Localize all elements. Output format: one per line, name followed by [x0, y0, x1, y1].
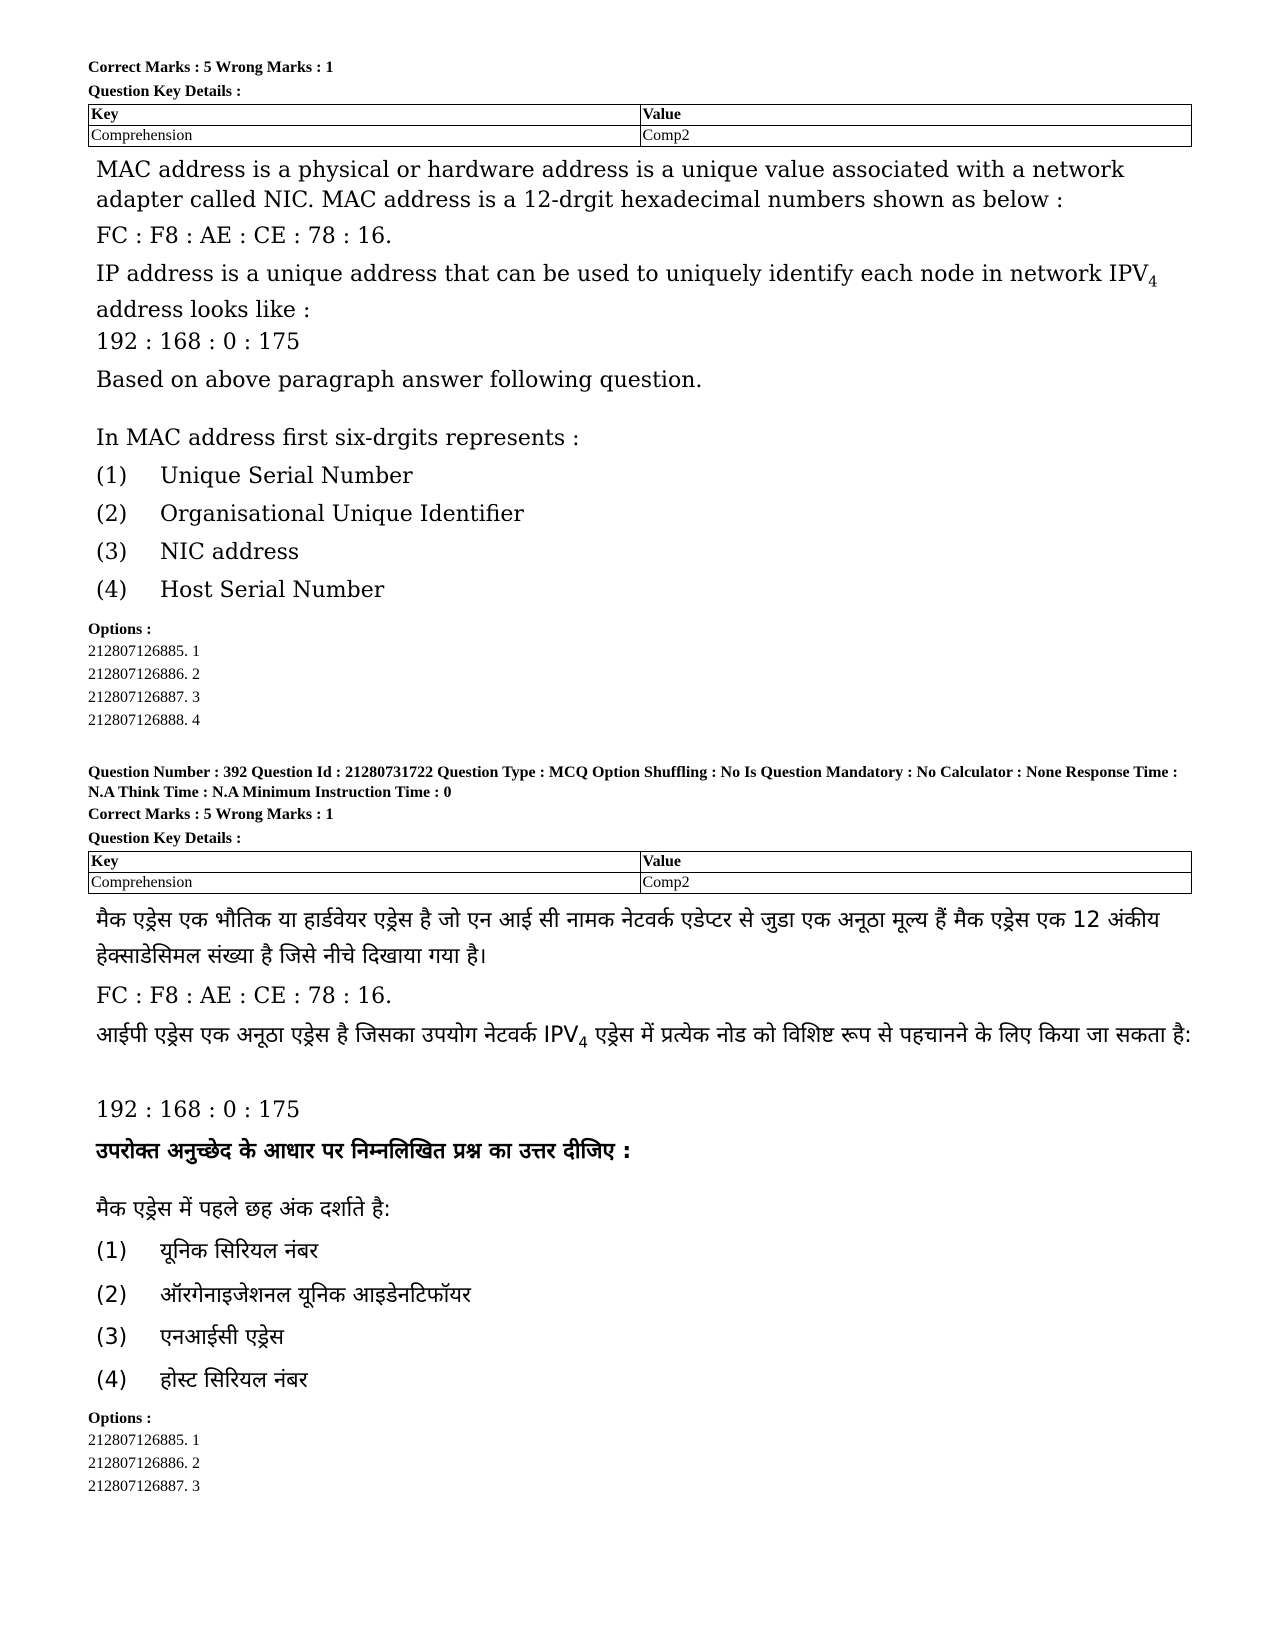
- q2-mac-example: FC : F8 : AE : CE : 78 : 16.: [96, 984, 393, 1009]
- q1-mac-example: FC : F8 : AE : CE : 78 : 16.: [96, 224, 393, 249]
- q2-choice-2: [96, 1281, 471, 1311]
- q2-paragraph-ip-text-2: एड्रेस में प्रत्येक नोड को विशिष्ट रूप से पहचानने के लिए किया जा सकता है:: [594, 1023, 1192, 1048]
- q1-option-id-1: 212807126885. 1: [88, 643, 200, 660]
- q2-choice-4: [96, 1366, 308, 1396]
- q2-ipv-subscript: 4: [578, 1033, 588, 1052]
- q1-options-label: Options :: [88, 621, 152, 638]
- q2-paragraph-ip: [96, 1018, 1198, 1060]
- table-header-row: [89, 852, 1192, 873]
- choice-number: (1): [96, 464, 128, 489]
- q2-paragraph-mac: मैक एड्रेस एक भौतिक या हार्डवेयर एड्रेस है जो एन आई सी नामक नेटवर्क एडेप्टर से जुडा एक अनूठा मूल्य हैं मैक एड्रेस एक 12 अंकीय हेक्साडेसिमल संख्या है जिसे नीचे दिखाया गया है।: [96, 908, 1160, 969]
- q2-question-text: मैक एड्रेस में पहले छह अंक दर्शाते है:: [96, 1197, 391, 1222]
- q1-choice-4: [96, 576, 384, 606]
- choice-number: (3): [96, 1325, 128, 1350]
- table-header-value: Value: [640, 105, 1192, 126]
- q2-choice-1: [96, 1237, 318, 1267]
- q2-header: Question Number : 392 Question Id : 21280731722 Question Type : MCQ Option Shuffling : No Is Question Mandatory : No Calculator : None Response Time : N.A Think Time : N.A Minimum Instruction Time : 0: [88, 764, 1178, 801]
- q1-choice-1: [96, 462, 413, 492]
- q1-choice-2: [96, 500, 524, 530]
- choice-number: (4): [96, 578, 128, 603]
- q1-paragraph-ip-text: IP address is a unique address that can be used to uniquely identify each node in network IPV: [96, 262, 1149, 287]
- q2-option-id-3: 212807126887. 3: [88, 1478, 200, 1495]
- q2-option-id-2: 212807126886. 2: [88, 1455, 200, 1472]
- q1-key-table: [88, 104, 1192, 147]
- q1-ipv-subscript: 4: [1148, 272, 1158, 291]
- choice-number: (2): [96, 502, 128, 527]
- q1-marks: Correct Marks : 5 Wrong Marks : 1: [88, 59, 334, 76]
- choice-text: Unique Serial Number: [160, 464, 413, 489]
- q1-key-details-label: Question Key Details :: [88, 83, 242, 100]
- q2-instruction: उपरोक्त अनुच्छेद के आधार पर निम्नलिखित प्रश्न का उत्तर दीजिए :: [96, 1139, 632, 1164]
- table-cell-key: Comprehension: [89, 873, 641, 894]
- table-header-key: Key: [89, 105, 641, 126]
- q1-paragraph-mac: MAC address is a physical or hardware address is a unique value associated with a network adapter called NIC. MAC address is a 12-drgit hexadecimal numbers shown as below :: [96, 158, 1125, 213]
- choice-number: (4): [96, 1368, 128, 1393]
- q2-key-table: [88, 851, 1192, 894]
- choice-text: यूनिक सिरियल नंबर: [160, 1239, 319, 1264]
- table-cell-value: Comp2: [640, 873, 1192, 894]
- choice-number: (3): [96, 540, 128, 565]
- choice-text: Organisational Unique Identifier: [160, 502, 524, 527]
- q1-option-id-2: 212807126886. 2: [88, 666, 200, 683]
- table-row: [89, 126, 1192, 147]
- choice-number: (2): [96, 1283, 128, 1308]
- choice-text: होस्ट सिरियल नंबर: [160, 1368, 308, 1393]
- choice-text: NIC address: [160, 540, 300, 565]
- q1-paragraph-ip: [96, 260, 1198, 326]
- choice-text: ऑरगेनाइजेशनल यूनिक आइडेनटिफॉयर: [160, 1283, 472, 1308]
- q2-key-details-label: Question Key Details :: [88, 830, 242, 847]
- q1-choice-3: [96, 538, 299, 568]
- table-header-key: Key: [89, 852, 641, 873]
- q2-ip-example: 192 : 168 : 0 : 175: [96, 1098, 301, 1123]
- q1-ip-example: 192 : 168 : 0 : 175: [96, 330, 301, 355]
- choice-number: (1): [96, 1239, 128, 1264]
- q1-paragraph-ip-text-2: address looks like :: [96, 298, 311, 324]
- choice-text: एनआईसी एड्रेस: [160, 1325, 285, 1350]
- table-cell-value: Comp2: [640, 126, 1192, 147]
- q2-options-label: Options :: [88, 1410, 152, 1427]
- q1-option-id-4: 212807126888. 4: [88, 712, 200, 729]
- table-cell-key: Comprehension: [89, 126, 641, 147]
- table-header-row: [89, 105, 1192, 126]
- q1-instruction: Based on above paragraph answer following question.: [96, 368, 703, 393]
- q2-option-id-1: 212807126885. 1: [88, 1432, 200, 1449]
- q1-question-text: In MAC address first six-drgits represents :: [96, 426, 580, 451]
- q2-choice-3: [96, 1323, 284, 1353]
- q1-option-id-3: 212807126887. 3: [88, 689, 200, 706]
- table-row: [89, 873, 1192, 894]
- choice-text: Host Serial Number: [160, 578, 385, 603]
- q2-marks: Correct Marks : 5 Wrong Marks : 1: [88, 806, 334, 823]
- table-header-value: Value: [640, 852, 1192, 873]
- q2-paragraph-ip-text: आईपी एड्रेस एक अनूठा एड्रेस है जिसका उपयोग नेटवर्क IPV: [96, 1023, 579, 1048]
